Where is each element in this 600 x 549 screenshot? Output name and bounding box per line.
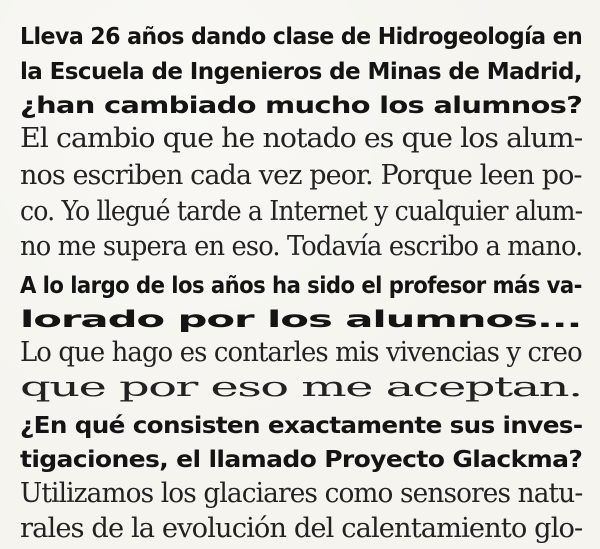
answer-3-line-1: Utilizamos los glaciares como sensores natu-: [20, 478, 583, 509]
answer-1-line-1: El cambio que he notado es que los alum-: [20, 123, 583, 154]
answer-2-line-2: que por eso me aceptan.: [20, 372, 582, 403]
question-1-line-2: la Escuela de Ingenieros de Minas de Madrid,: [20, 59, 583, 85]
question-3-line-1: ¿En qué consisten exactamente sus inves-: [20, 413, 583, 439]
answer-2-line-1: Lo que hago es contarles mis vivencias y creo: [20, 337, 582, 368]
question-1-line-3: ¿han cambiado mucho los alumnos?: [20, 93, 583, 119]
question-1-line-1: Lleva 26 años dando clase de Hidrogeología en: [20, 24, 583, 50]
question-2-line-2: lorado por los alumnos...: [20, 307, 582, 333]
question-2-line-1: A lo largo de los años ha sido el profesor más va-: [20, 273, 582, 299]
answer-1-line-2: nos escriben cada vez peor. Porque leen po-: [20, 160, 582, 191]
answer-1-line-4: no me supera en eso. Todavía escribo a mano.: [20, 231, 583, 262]
answer-1-line-3: co. Yo llegué tarde a Internet y cualquier alum-: [20, 196, 583, 227]
answer-3-line-2: rales de la evolución del calentamiento glo-: [20, 513, 583, 544]
question-3-line-2: tigaciones, el llamado Proyecto Glackma?: [20, 447, 583, 473]
